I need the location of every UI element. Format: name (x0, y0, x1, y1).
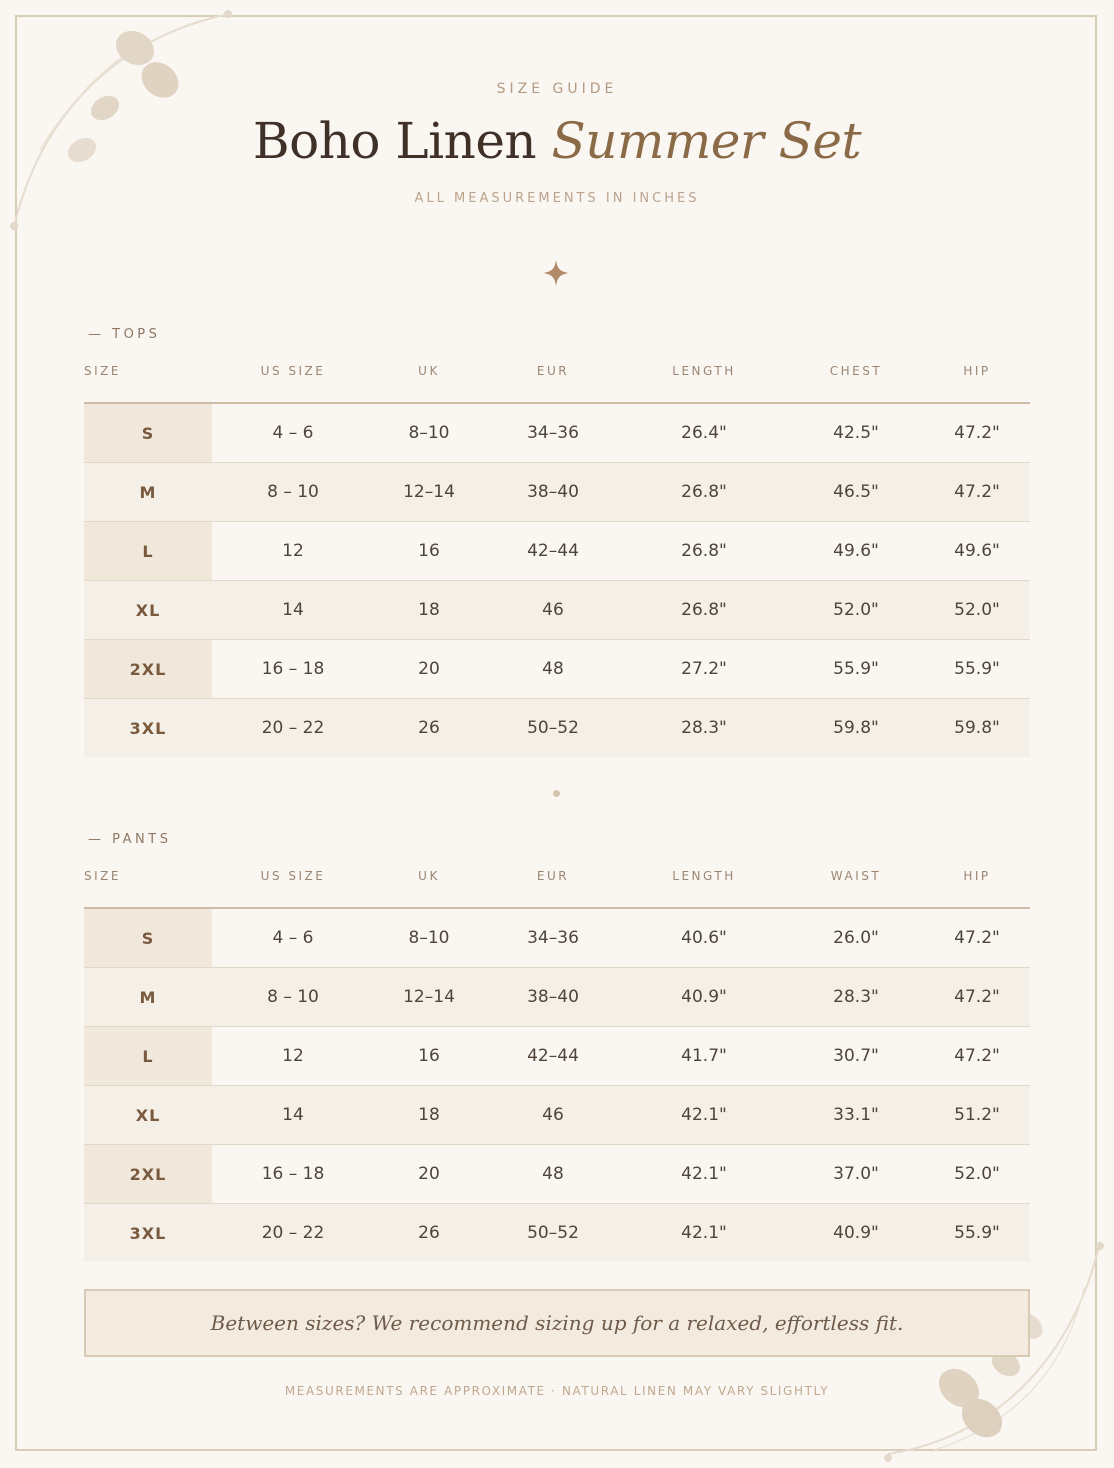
size-cell: 2XL (84, 1145, 212, 1203)
table-cell: 16 (418, 541, 440, 561)
column-header: HIP (963, 364, 991, 378)
table-cell: 18 (418, 1105, 440, 1125)
size-cell: 3XL (129, 718, 167, 738)
eyebrow-label: SIZE GUIDE (496, 81, 618, 97)
table-body (84, 909, 1030, 1262)
table-cell: 12–14 (403, 987, 455, 1007)
table-cell: 8–10 (408, 928, 450, 948)
title-accent: Summer Set (551, 112, 862, 170)
size-cell: M (139, 482, 157, 502)
table-row (84, 1204, 1030, 1262)
table-cell: 52.0" (954, 600, 1000, 620)
table-cell: 4 – 6 (272, 423, 314, 443)
table-cell: 26.8" (681, 600, 727, 620)
table-cell: 42.1" (681, 1164, 727, 1184)
table-cell: 38–40 (527, 987, 579, 1007)
table-row (84, 463, 1030, 522)
table-row (84, 909, 1030, 968)
column-header: CHEST (829, 364, 883, 378)
column-header: LENGTH (672, 869, 736, 883)
table-cell: 48 (542, 1164, 564, 1184)
column-header: UK (418, 869, 440, 883)
table-cell: 34–36 (527, 423, 579, 443)
table-cell: 59.8" (954, 718, 1000, 738)
table-cell: 47.2" (954, 1046, 1000, 1066)
table-cell: 26 (418, 718, 440, 738)
table-cell: 26.0" (833, 928, 879, 948)
size-cell: M (139, 987, 157, 1007)
table-cell: 20 (418, 659, 440, 679)
table-cell: 27.2" (681, 659, 727, 679)
table-cell: 55.9" (833, 659, 879, 679)
table-cell: 30.7" (833, 1046, 879, 1066)
column-header: WAIST (830, 869, 882, 883)
table-cell: 12 (282, 1046, 304, 1066)
table-cell: 47.2" (954, 928, 1000, 948)
table-cell: 47.2" (954, 482, 1000, 502)
table-cell: 28.3" (681, 718, 727, 738)
table-cell: 16 (418, 1046, 440, 1066)
table-cell: 42.5" (833, 423, 879, 443)
table-cell: 20 (418, 1164, 440, 1184)
table-cell: 42.1" (681, 1223, 727, 1243)
divider-dot-icon (553, 790, 560, 797)
table-cell: 42–44 (527, 1046, 579, 1066)
table-cell: 37.0" (833, 1164, 879, 1184)
pants-table (84, 869, 1030, 1262)
table-cell: 40.6" (681, 928, 727, 948)
table-cell: 8–10 (408, 423, 450, 443)
table-cell: 52.0" (954, 1164, 1000, 1184)
table-cell: 46 (542, 1105, 564, 1125)
column-header: US SIZE (260, 364, 326, 378)
table-cell: 47.2" (954, 423, 1000, 443)
table-cell: 42–44 (527, 541, 579, 561)
table-cell: 50–52 (527, 1223, 579, 1243)
table-cell: 28.3" (833, 987, 879, 1007)
table-cell: 47.2" (954, 987, 1000, 1007)
table-cell: 12 (282, 541, 304, 561)
page-title (0, 112, 1114, 170)
size-cell: L (84, 522, 212, 580)
table-cell: 49.6" (954, 541, 1000, 561)
table-cell: 55.9" (954, 659, 1000, 679)
column-header: EUR (536, 364, 570, 378)
table-row (84, 581, 1030, 640)
table-cell: 52.0" (833, 600, 879, 620)
table-cell: 46.5" (833, 482, 879, 502)
table-row (84, 699, 1030, 757)
page-subtitle: ALL MEASUREMENTS IN INCHES (414, 191, 700, 206)
table-header (84, 364, 1030, 402)
table-body (84, 404, 1030, 757)
size-cell: 3XL (129, 1223, 167, 1243)
column-header: UK (418, 364, 440, 378)
tops-section-label: — TOPS (88, 327, 161, 342)
column-header: US SIZE (260, 869, 326, 883)
table-cell: 20 – 22 (261, 718, 325, 738)
column-header: SIZE (84, 364, 121, 378)
size-cell: 2XL (84, 640, 212, 698)
table-row (84, 1145, 1030, 1204)
table-row (84, 1086, 1030, 1145)
table-cell: 48 (542, 659, 564, 679)
table-row (84, 968, 1030, 1027)
table-cell: 40.9" (833, 1223, 879, 1243)
column-header: LENGTH (672, 364, 736, 378)
table-row (84, 1027, 1030, 1086)
table-cell: 59.8" (833, 718, 879, 738)
table-cell: 8 – 10 (267, 987, 319, 1007)
table-cell: 38–40 (527, 482, 579, 502)
table-cell: 26.8" (681, 482, 727, 502)
table-cell: 26.8" (681, 541, 727, 561)
column-header: HIP (963, 869, 991, 883)
table-row (84, 522, 1030, 581)
table-cell: 16 – 18 (261, 1164, 325, 1184)
table-cell: 18 (418, 600, 440, 620)
sizing-note: Between sizes? We recommend sizing up for a relaxed, effortless fit. (84, 1289, 1030, 1357)
table-cell: 16 – 18 (261, 659, 325, 679)
table-cell: 41.7" (681, 1046, 727, 1066)
table-cell: 14 (282, 1105, 304, 1125)
table-cell: 34–36 (527, 928, 579, 948)
table-cell: 55.9" (954, 1223, 1000, 1243)
table-row (84, 640, 1030, 699)
table-cell: 14 (282, 600, 304, 620)
table-header (84, 869, 1030, 907)
footer-disclaimer: MEASUREMENTS ARE APPROXIMATE · NATURAL LINEN MAY VARY SLIGHTLY (284, 1384, 830, 1398)
tops-table (84, 364, 1030, 757)
size-cell: S (84, 404, 212, 462)
pants-section-label: — PANTS (88, 832, 172, 847)
size-cell: XL (135, 600, 161, 620)
table-cell: 49.6" (833, 541, 879, 561)
table-cell: 26.4" (681, 423, 727, 443)
size-cell: S (84, 909, 212, 967)
table-cell: 42.1" (681, 1105, 727, 1125)
size-cell: XL (135, 1105, 161, 1125)
size-cell: L (84, 1027, 212, 1085)
title-main: Boho Linen (252, 112, 537, 170)
table-cell: 51.2" (954, 1105, 1000, 1125)
table-cell: 4 – 6 (272, 928, 314, 948)
column-header: SIZE (84, 869, 121, 883)
table-cell: 40.9" (681, 987, 727, 1007)
table-cell: 46 (542, 600, 564, 620)
table-cell: 8 – 10 (267, 482, 319, 502)
table-cell: 33.1" (833, 1105, 879, 1125)
table-cell: 26 (418, 1223, 440, 1243)
table-cell: 12–14 (403, 482, 455, 502)
table-row (84, 404, 1030, 463)
column-header: EUR (536, 869, 570, 883)
table-cell: 50–52 (527, 718, 579, 738)
sparkle-icon (541, 258, 571, 288)
table-cell: 20 – 22 (261, 1223, 325, 1243)
